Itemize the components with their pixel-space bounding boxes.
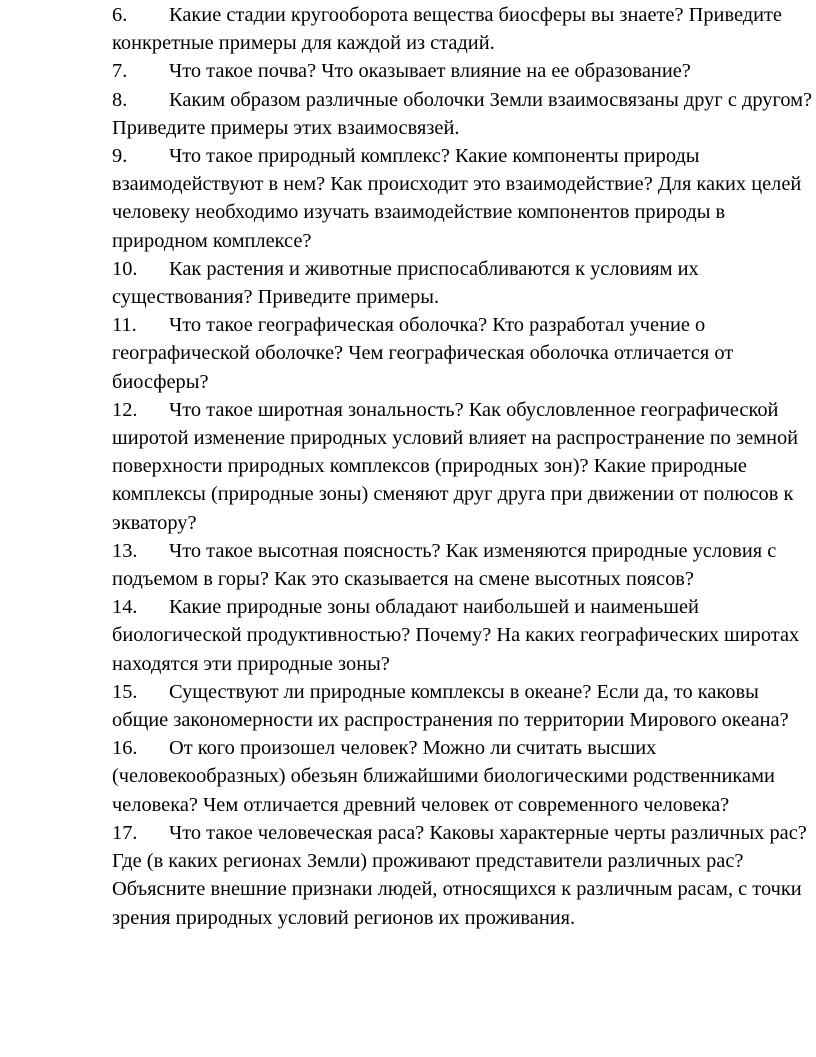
question-item bbox=[112, 593, 816, 678]
question-text: Каким образом различные оболочки Земли взаимосвязаны друг с другом? Приведите примеры этих взаимосвязей. bbox=[112, 88, 813, 139]
question-number: 6. bbox=[112, 4, 128, 26]
question-text: Как растения и животные приспосабливаются к условиям их существования? Приведите примеры. bbox=[112, 257, 699, 309]
question-number: 10. bbox=[112, 257, 138, 280]
question-text: Что такое человеческая раса? Каковы характерные черты различных рас? Где (в каких регионах Земли) проживают представители различных рас? Объясните внешние признаки людей, относящихся к различным расам, с точки зрения природных условий регионов их проживания. bbox=[112, 821, 807, 929]
question-text: Какие стадии кругооборота вещества биосферы вы знаете? Приведите конкретные примеры для каждой из стадий. bbox=[112, 4, 782, 55]
question-text: Существуют ли природные комплексы в океане? Если да, то каковы общие закономерности их распространения по территории Мирового океана? bbox=[112, 680, 789, 732]
question-text: Что такое природный комплекс? Какие компоненты природы взаимодействуют в нем? Как происходит это взаимодействие? Для каких целей человеку необходимо изучать взаимодействие компонентов природы в природном комплексе? bbox=[112, 145, 802, 252]
question-item bbox=[112, 86, 816, 142]
question-item bbox=[112, 142, 816, 255]
question-item bbox=[112, 819, 816, 932]
question-number: 12. bbox=[112, 398, 138, 421]
question-list bbox=[112, 1, 816, 932]
question-item bbox=[112, 537, 816, 593]
question-item bbox=[112, 1, 816, 57]
question-number: 9. bbox=[112, 145, 128, 168]
question-number: 11. bbox=[112, 314, 137, 337]
question-text: Что такое почва? Что оказывает влияние на ее образование? bbox=[169, 60, 691, 83]
question-item bbox=[112, 734, 816, 819]
question-number: 13. bbox=[112, 539, 138, 562]
question-number: 17. bbox=[112, 821, 138, 844]
question-number: 15. bbox=[112, 680, 138, 703]
question-text: Что такое географическая оболочка? Кто разработал учение о географической оболочке? Чем географическая оболочка отличается от биосферы? bbox=[112, 314, 734, 393]
question-text: Что такое высотная поясность? Как изменяются природные условия с подъемом в горы? Как это сказывается на смене высотных поясов? bbox=[112, 539, 777, 591]
question-number: 7. bbox=[112, 60, 128, 83]
question-item bbox=[112, 678, 816, 734]
question-number: 16. bbox=[112, 737, 138, 760]
question-item bbox=[112, 255, 816, 311]
question-text: От кого произошел человек? Можно ли считать высших (человекообразных) обезьян ближайшими биологическими родственниками человека? Чем отличается древний человек от современного человека? bbox=[112, 737, 775, 816]
question-item bbox=[112, 311, 816, 396]
question-item bbox=[112, 57, 816, 85]
question-number: 8. bbox=[112, 88, 128, 111]
question-text: Какие природные зоны обладают наибольшей и наименьшей биологической продуктивностью? Почему? На каких географических широтах находятся эти природные зоны? bbox=[112, 596, 800, 675]
question-number: 14. bbox=[112, 596, 138, 619]
question-text: Что такое широтная зональность? Как обусловленное географической широтой изменение природных условий влияет на распространение по земной поверхности природных комплексов (природных зон)? Какие природные комплексы (природные зоны) сменяют друг друга при движении от полюсов к экватору? bbox=[112, 398, 799, 534]
question-item bbox=[112, 396, 816, 537]
